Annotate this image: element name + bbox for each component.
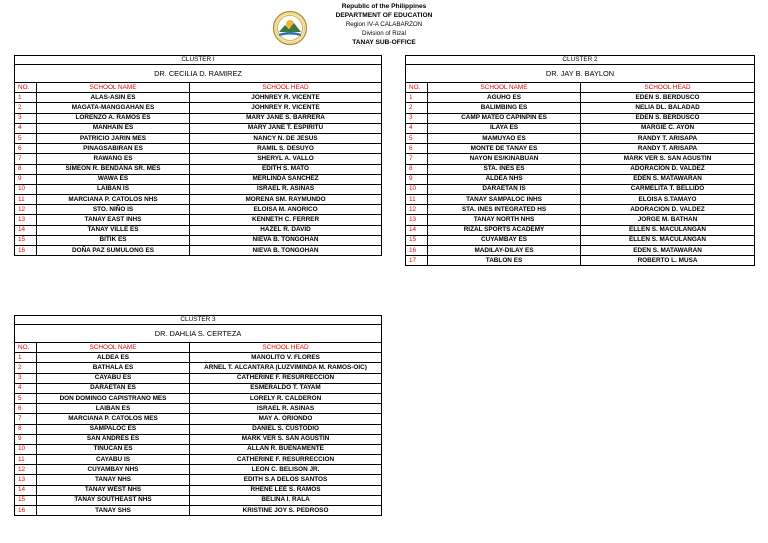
row-number: 1 (15, 93, 37, 103)
column-header-row (15, 343, 382, 353)
school-head: ELLEN S. MACULANGAN (581, 225, 755, 235)
school-name: MAMUYAO ES (428, 133, 581, 143)
table-row (15, 465, 382, 475)
school-name: MARCIANA P. CATOLOS NHS (37, 195, 190, 205)
school-name: SAMPALOC ES (37, 424, 190, 434)
table-row (15, 144, 382, 154)
table-row (15, 205, 382, 215)
table-row (406, 133, 755, 143)
school-head: MERLINDA SANCHEZ (190, 174, 382, 184)
row-number: 1 (15, 353, 37, 363)
school-name: ALDEA ES (37, 353, 190, 363)
school-head: ADORACION D. VALDEZ (581, 164, 755, 174)
school-name: CUYAMBAY ES (428, 235, 581, 245)
header-division: Division of Rizal (361, 30, 406, 37)
table-row (15, 195, 382, 205)
row-number: 9 (406, 174, 428, 184)
row-number: 6 (406, 144, 428, 154)
row-number: 11 (15, 195, 37, 205)
school-name: STA. INES ES (428, 164, 581, 174)
col-head-header: SCHOOL HEAD (190, 343, 382, 353)
school-head: CATHERINE F. RESURRECCION (190, 455, 382, 465)
row-number: 10 (15, 444, 37, 454)
school-name: DOÑA PAZ SUMULONG ES (37, 246, 190, 256)
school-head: NIEVA B. TONGOHAN (190, 246, 382, 256)
cluster-1-table (14, 55, 382, 256)
table-row (406, 123, 755, 133)
school-head: NELIA DL. BALADAD (581, 103, 755, 113)
row-number: 6 (15, 144, 37, 154)
row-number: 17 (406, 256, 428, 266)
school-head: MANOLITO V. FLORES (190, 353, 382, 363)
table-row (15, 123, 382, 133)
school-name: MADILAY-DILAY ES (428, 246, 581, 256)
row-number: 10 (15, 184, 37, 194)
cluster-supervisor: DR. CECILIA D. RAMIREZ (15, 65, 382, 83)
table-row (406, 93, 755, 103)
school-head: DANIEL S. CUSTODIO (190, 424, 382, 434)
col-head-header: SCHOOL HEAD (190, 83, 382, 93)
school-head: RHENE LEE S. RAMOS (190, 485, 382, 495)
school-head: MARY JANE T. ESPIRITU (190, 123, 382, 133)
school-name: TANAY NORTH NHS (428, 215, 581, 225)
school-name: DARAETAN IS (428, 184, 581, 194)
cluster-title: CLUSTER 2 (406, 56, 755, 65)
table-row (15, 414, 382, 424)
cluster-3-table (14, 315, 382, 516)
school-name: ILAYA ES (428, 123, 581, 133)
school-name: WAWA ES (37, 174, 190, 184)
row-number: 3 (15, 373, 37, 383)
table-row (15, 133, 382, 143)
row-number: 16 (15, 246, 37, 256)
school-head: MORENA SM. RAYMUNDO (190, 195, 382, 205)
col-school-header: SCHOOL NAME (37, 83, 190, 93)
school-head: JOHNREY R. VICENTE (190, 103, 382, 113)
row-number: 8 (15, 164, 37, 174)
table-row (15, 485, 382, 495)
school-head: LORELY R. CALDERON (190, 393, 382, 403)
table-row (15, 225, 382, 235)
col-school-header: SCHOOL NAME (428, 83, 581, 93)
col-head-header: SCHOOL HEAD (581, 83, 755, 93)
table-row (406, 113, 755, 123)
table-row (15, 404, 382, 414)
table-row (406, 103, 755, 113)
school-name: TINUCAN ES (37, 444, 190, 454)
school-name: TANAY WEST NHS (37, 485, 190, 495)
school-name: TABLON ES (428, 256, 581, 266)
table-row (406, 195, 755, 205)
row-number: 2 (15, 363, 37, 373)
school-name: SAN ANDRES ES (37, 434, 190, 444)
school-name: PINAGSABIRAN ES (37, 144, 190, 154)
row-number: 12 (15, 205, 37, 215)
school-head: ELLEN S. MACULANGAN (581, 235, 755, 245)
col-school-header: SCHOOL NAME (37, 343, 190, 353)
school-name: RIZAL SPORTS ACADEMY (428, 225, 581, 235)
school-head: MAY A. ORIONDO (190, 414, 382, 424)
school-name: MONTE DE TANAY ES (428, 144, 581, 154)
col-no-header: NO. (15, 343, 37, 353)
row-number: 7 (15, 154, 37, 164)
cluster-2-table (405, 55, 755, 266)
school-head: CATHERINE F. RESURRECCION (190, 373, 382, 383)
table-row (15, 215, 382, 225)
row-number: 15 (406, 235, 428, 245)
school-head: ISRAEL R. ASINAS (190, 184, 382, 194)
table-row (15, 383, 382, 393)
school-name: NAYON ES/KINABUAN (428, 154, 581, 164)
school-name: BITIK ES (37, 235, 190, 245)
table-row (15, 246, 382, 256)
row-number: 10 (406, 184, 428, 194)
school-head: MARGIE C. AYON (581, 123, 755, 133)
table-row (15, 455, 382, 465)
document-header (0, 2, 768, 47)
col-no-header: NO. (406, 83, 428, 93)
row-number: 16 (15, 506, 37, 516)
school-head: KENNETH C. FERRER (190, 215, 382, 225)
table-row (15, 353, 382, 363)
row-number: 14 (15, 485, 37, 495)
school-name: TANAY SAMPALOC INHS (428, 195, 581, 205)
school-head: MARK VER S. SAN AGUSTIN (581, 154, 755, 164)
table-row (15, 174, 382, 184)
cluster-supervisor: DR. JAY B. BAYLON (406, 65, 755, 83)
school-head: EDITH S. MATO (190, 164, 382, 174)
row-number: 11 (406, 195, 428, 205)
table-row (15, 475, 382, 485)
row-number: 2 (15, 103, 37, 113)
school-name: BATHALA ES (37, 363, 190, 373)
header-office: TANAY SUB-OFFICE (352, 39, 416, 46)
row-number: 13 (406, 215, 428, 225)
school-head: NANCY N. DE JESUS (190, 133, 382, 143)
cluster-title: CLUSTER 3 (15, 316, 382, 325)
school-name: DON DOMINGO CAPISTRANO MES (37, 393, 190, 403)
row-number: 8 (15, 424, 37, 434)
school-head: ARNEL T. ALCANTARA (LUZVIMINDA M. RAMOS-OIC) (190, 363, 382, 373)
col-no-header: NO. (15, 83, 37, 93)
school-head: JORGE M. BATHAN (581, 215, 755, 225)
school-name: LAIBAN ES (37, 404, 190, 414)
school-head: LEON C. BELISON JR. (190, 465, 382, 475)
school-head: MARK VER S. SAN AGUSTIN (190, 434, 382, 444)
school-head: NIEVA B. TONGOHAN (190, 235, 382, 245)
school-head: KRISTINE JOY S. PEDROSO (190, 506, 382, 516)
table-row (15, 103, 382, 113)
school-head: MARY JANE S. BARRERA (190, 113, 382, 123)
row-number: 9 (15, 434, 37, 444)
school-name: ALAS-ASIN ES (37, 93, 190, 103)
table-row (15, 495, 382, 505)
school-name: CUYAMBAY NHS (37, 465, 190, 475)
row-number: 3 (15, 113, 37, 123)
school-name: CAYABU ES (37, 373, 190, 383)
school-head: RANDY T. ARISAPA (581, 144, 755, 154)
table-row (15, 113, 382, 123)
school-name: STO. NIÑO IS (37, 205, 190, 215)
row-number: 7 (406, 154, 428, 164)
school-head: ADORACION D. VALDEZ (581, 205, 755, 215)
school-name: AGUHO ES (428, 93, 581, 103)
school-name: STA. INES INTEGRATED HS (428, 205, 581, 215)
school-head: EDEN S. MATAWARAN (581, 246, 755, 256)
school-name: TANAY SHS (37, 506, 190, 516)
table-row (406, 205, 755, 215)
table-row (406, 184, 755, 194)
school-head: EDEN S. MATAWARAN (581, 174, 755, 184)
table-row (406, 215, 755, 225)
school-name: RAWANG ES (37, 154, 190, 164)
school-name: MARCIANA P. CATOLOS MES (37, 414, 190, 424)
school-name: LAIBAN IS (37, 184, 190, 194)
table-row (406, 144, 755, 154)
row-number: 6 (15, 404, 37, 414)
table-row (15, 154, 382, 164)
table-row (406, 225, 755, 235)
school-name: ALDEA NHS (428, 174, 581, 184)
table-row (406, 246, 755, 256)
table-row (15, 444, 382, 454)
school-head: ESMERALDO T. TAYAM (190, 383, 382, 393)
row-number: 1 (406, 93, 428, 103)
school-head: ELOISA M. ANORICO (190, 205, 382, 215)
row-number: 14 (15, 225, 37, 235)
school-name: MAGATA-MANGGAHAN ES (37, 103, 190, 113)
school-head: EDITH S.A DELOS SANTOS (190, 475, 382, 485)
row-number: 15 (15, 235, 37, 245)
row-number: 8 (406, 164, 428, 174)
school-name: DARAETAN ES (37, 383, 190, 393)
school-head: BELINA I. RALA (190, 495, 382, 505)
row-number: 13 (15, 215, 37, 225)
school-name: TANAY NHS (37, 475, 190, 485)
table-row (406, 235, 755, 245)
table-row (15, 235, 382, 245)
table-row (15, 184, 382, 194)
column-header-row (406, 83, 755, 93)
school-name: SIMEON R. BENDAÑA SR. MES (37, 164, 190, 174)
table-row (15, 164, 382, 174)
school-head: ISRAEL R. ASINAS (190, 404, 382, 414)
row-number: 5 (15, 133, 37, 143)
table-row (15, 434, 382, 444)
school-name: MANHAIN ES (37, 123, 190, 133)
table-row (406, 256, 755, 266)
row-number: 7 (15, 414, 37, 424)
row-number: 14 (406, 225, 428, 235)
table-row (15, 363, 382, 373)
header-deped: DEPARTMENT OF EDUCATION (335, 12, 433, 19)
row-number: 9 (15, 174, 37, 184)
row-number: 2 (406, 103, 428, 113)
school-head: CARMELITA T. BELLIDO (581, 184, 755, 194)
school-name: CAMP MATEO CAPINPIN ES (428, 113, 581, 123)
row-number: 15 (15, 495, 37, 505)
header-region: Region IV-A CALABARZON (345, 21, 423, 28)
school-name: LORENZO A. RAMOS ES (37, 113, 190, 123)
table-row (15, 373, 382, 383)
school-head: SHERYL A. VALLO (190, 154, 382, 164)
row-number: 12 (406, 205, 428, 215)
row-number: 3 (406, 113, 428, 123)
cluster-supervisor: DR. DAHLIA S. CERTEZA (15, 325, 382, 343)
table-row (15, 506, 382, 516)
cluster-title: CLUSTER I (15, 56, 382, 65)
school-head: JOHNREY R. VICENTE (190, 93, 382, 103)
school-name: CAYABU IS (37, 455, 190, 465)
table-row (406, 154, 755, 164)
school-head: EDEN S. BERDUSCO (581, 93, 755, 103)
school-head: EDEN S. BERDUSCO (581, 113, 755, 123)
school-name: PATRICIO JARIN MES (37, 133, 190, 143)
division-seal-logo (272, 10, 308, 46)
school-head: ELOISA S.TAMAYO (581, 195, 755, 205)
row-number: 4 (15, 383, 37, 393)
row-number: 11 (15, 455, 37, 465)
school-head: HAZEL R. DAVID (190, 225, 382, 235)
school-head: RAMIL S. DESUYO (190, 144, 382, 154)
school-head: RANDY T. ARISAPA (581, 133, 755, 143)
row-number: 16 (406, 246, 428, 256)
row-number: 4 (15, 123, 37, 133)
row-number: 13 (15, 475, 37, 485)
column-header-row (15, 83, 382, 93)
school-head: ALLAN R. BUENAMENTE (190, 444, 382, 454)
school-name: TANAY EAST INHS (37, 215, 190, 225)
row-number: 5 (15, 393, 37, 403)
row-number: 5 (406, 133, 428, 143)
header-republic: Republic of the Philippines (341, 3, 427, 10)
row-number: 4 (406, 123, 428, 133)
table-row (406, 164, 755, 174)
row-number: 12 (15, 465, 37, 475)
school-name: BALIMBING ES (428, 103, 581, 113)
table-row (406, 174, 755, 184)
school-head: ROBERTO L. MUSA (581, 256, 755, 266)
school-name: TANAY SOUTHEAST NHS (37, 495, 190, 505)
school-name: TANAY VILLE ES (37, 225, 190, 235)
table-row (15, 93, 382, 103)
table-row (15, 393, 382, 403)
table-row (15, 424, 382, 434)
